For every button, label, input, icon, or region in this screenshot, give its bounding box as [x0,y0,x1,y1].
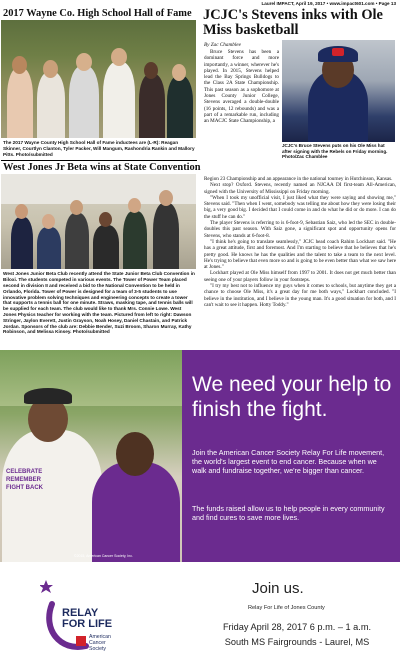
article-paragraph: Lockhart played at Ole Miss himself from 1997 to 2001. It does not get much better than seeing one of your players follow in your footsteps. [204,270,396,283]
logo-line: FOR LIFE [62,618,113,630]
ad-paragraph-2: The funds raised allow us to help people in every community and find cures to save more lives. [192,504,385,522]
article-narrow-column [204,40,279,125]
hat-logo-icon [332,48,344,56]
article [201,7,398,308]
figure [69,66,99,138]
event-location: South MS Fairgrounds - Laurel, MS [224,637,370,647]
article-body-narrow [204,49,279,125]
event-date: Friday April 28, 2017 6 p.m. – 1 a.m. [222,622,372,632]
article-body-wide [204,176,396,308]
figure-head [12,56,27,74]
join-us-heading: Join us. [252,580,304,597]
shirt-text-line: REMEMBER [6,477,42,483]
shirt-text-line: CELEBRATE [6,469,43,475]
relay-for-life-ad [0,350,400,664]
article-paragraph: Region 23 Championship and an appearance in the national tourney in Hutchinson, Kansas. [204,176,393,182]
figure-head [172,64,186,81]
article-paragraph: Bruce Stevens has been a dominant force and more importantly, a winner, wherever he's played. In 2015, Stevens helped lead the Bay Springs Bulldogs to the Class 2A State Championship. This past season as a sophomore at Jones County Junior College, Stevens averaged a double-double (16 points, 12 rebounds) and was a part of a remarkable run, including an MACJC State Championship, a [204,49,279,125]
acs-line: American [89,634,111,640]
shirt-text [6,468,66,492]
article-byline: By Zac Chamblee [204,42,241,48]
beta-club-title: West Jones Jr Beta wins at State Convention [3,162,201,174]
article-paragraph: "I try my best not to influence my guys when it comes to schools, but anytime they get a chance to choose Ole Miss, it's a great day for me both ways," Lockhart concluded. "I believe in the institution, and I believe in the young man. It's a good situation for both, and I can't wait to see it happen. Hotty Toddy." [204,283,396,308]
man-body [2,430,102,562]
acs-sword-icon [76,636,86,646]
shirt-text-line: FIGHT BACK [6,485,43,491]
beta-club-caption: West Jones Junior Beta Club recently attend the State Junior Beta Club Convention in Biloxi. The students competed in various events. The Tower of Power Team placed second in division II and received a bid to the National Convention to be held in Orlando, Florida. Tower of Power is designed for a team of 3-5 students to use innovative problem solving techniques and engineering concepts to create a tower that supports a tennis ball for one minute. Straws, masking tape, and tennis balls will be supplied for each team. The club would like to thank Mrs. Connie Lowe. West Jones Physics teacher for working with the team. Pictured from left to right: Dawson Stringer, Jaylon Everett, Justin Grayson, Noah Hosey, Daniel Chastain, and Patrick Jordan. Sponsors of the club are: Debbie Bender, Suzi Broom, Sharon Murray, Kathy Robinson, and Melissa Kinsey. Photo/submitted [3,271,195,335]
figure [37,72,65,138]
ad-event-info [0,562,400,664]
ad-headline: We need your help to finish the fight. [192,373,392,421]
article-photo [282,40,395,142]
figure [103,62,135,138]
article-paragraph: The player Stevens is referring to is 6-foot-9, Sebastian Saiz, who led the SEC in double-doubles this past season. With Saiz gone, a significant spot and opportunity opens for Stevens, who stands at 6-foot-8. [204,220,396,239]
cap-icon [24,388,72,404]
acs-line: Society [89,646,107,652]
page-header: Laurel IMPACT, April 19, 2017 • www.impact601.com • Page 13 [261,1,396,6]
ad-copyright: ©2015, American Cancer Society, Inc. [74,554,133,558]
figure [65,213,89,269]
figure [123,211,147,269]
hall-of-fame-photo [1,20,196,138]
event-name: Relay For Life of Jones County [248,605,325,611]
figure [167,76,193,138]
woman-head [116,432,154,476]
article-paragraph: Next stop? Oxford. Stevens, recently named an NJCAA DI first-team All-American, signed with the University of Mississippi on Friday morning. [204,182,396,195]
figure [37,227,61,269]
article-paragraph: "When I took my unofficial visit, I just liked what they were saying and showing me," Stevens said. "Then when I went, somebody was telling me about how they were losing their big, a very good big. I decided that I could come in and do what he did or do more. I can do the stuff he can do." [204,194,396,220]
figure [139,74,165,138]
figure-head [144,62,158,79]
acs-logo [76,634,120,664]
figure-head [111,48,127,66]
beta-club-photo [1,174,196,269]
figure [93,225,119,269]
figure [11,217,33,269]
ad-photo [0,350,182,562]
relay-for-life-logo [40,574,130,664]
hall-of-fame-caption: The 2017 Wayne County High School Hall of Fame inductees are (L-R): Reagan Skinner, Courtlyn Clanton, Tyler Packer, Will Mangum, Rashondria Rankin and Mallory Pitts. Photo/submitted [3,140,195,157]
acs-line: Cancer [89,640,106,646]
logo-line: RELAY [62,607,99,619]
acs-text [89,634,111,652]
article-paragraph: "I think he's going to translate seamlessly," JCJC head coach Rahim Lockhart said. "He has a great attitude, first and foremost. And I'm starting to believe that he believes that he's pretty good. He knows he has the qualities and the talent to take a team to the next level. He's trying to believe that even more so and is going to be even better than what we saw here at Jones." [204,238,396,271]
figure [153,203,179,269]
logo-text [62,608,112,630]
article-title: JCJC's Stevens inks with Ole Miss basketball [203,7,383,38]
figure [7,68,33,138]
figure-head [43,60,58,78]
woman-body [92,462,180,562]
figure-head [76,53,92,71]
article-photo-caption: JCJC's Bruce Stevens puts on his Ole Miss hat after signing with the Rebels on Friday morning. Photo/Zac Chamblee [282,143,388,159]
ad-paragraph-1: Join the American Cancer Society Relay For Life movement, the world's largest event to end cancer. Because when we walk and fundraise together, we're bigger than cancer. [192,448,385,475]
ad-message-panel [182,350,400,562]
hall-of-fame-title: 2017 Wayne Co. High School Hall of Fame [3,8,192,19]
left-column [0,8,201,337]
